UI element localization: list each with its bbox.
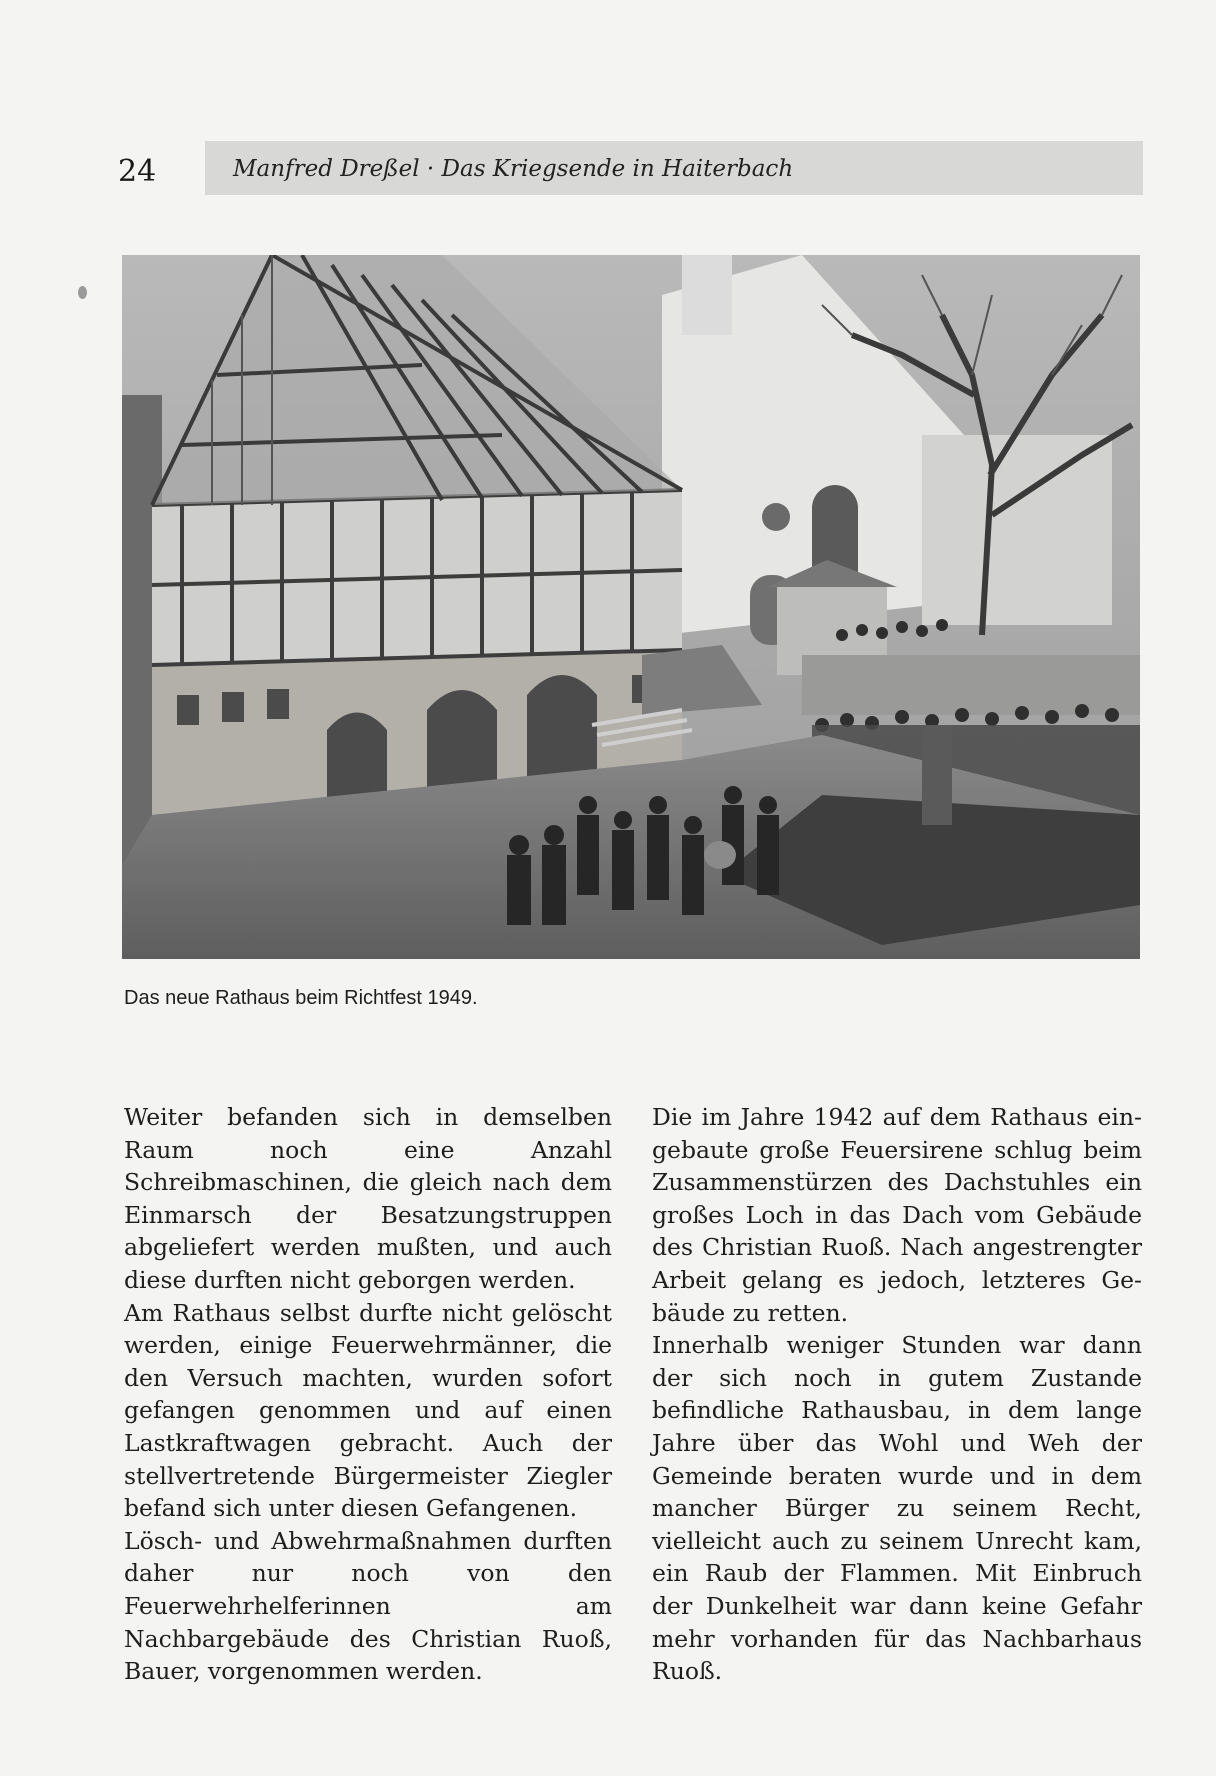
paragraph: Weiter befanden sich in demselben Raum noch eine Anzahl Schreibmaschinen, die gleich nach dem Einmarsch der Besatzungstruppen abgeliefert werden mußten, und auch diese durften nicht geborgen werden. bbox=[124, 1103, 612, 1294]
page-number: 24 bbox=[118, 154, 157, 189]
paragraph: Lösch- und Abwehrmaßnahmen durften daher nur noch von den Feuerwehrhelferinnen am Nachbargebäude des Christian Ruoß, Bauer, vorgenommen werden. bbox=[124, 1526, 612, 1686]
scan-speck bbox=[78, 286, 87, 299]
rathaus-photo-drawing bbox=[122, 255, 1140, 959]
figure-caption: Das neue Rathaus beim Richtfest 1949. bbox=[124, 987, 478, 1009]
running-header bbox=[205, 141, 1143, 195]
rathaus-photo bbox=[122, 255, 1140, 959]
text-column-right bbox=[652, 1101, 1142, 1688]
paragraph: Am Rathaus selbst durfte nicht gelöscht werden, einige Feuerwehrmänner, die den Versuch machten, wurden sofort gefangen genommen und auf einen Lastkraftwagen gebracht. Auch der stellvertretende Bürgermeister Ziegler befand sich unter diesen Gefangenen. bbox=[124, 1298, 612, 1523]
paragraph: Die im Jahre 1942 auf dem Rathaus eingebaute große Feuersirene schlug beim Zusammenstürzen des Dachstuhles ein großes Loch in das Dach vom Gebäude des Christian Ruoß. Nach angestrengter Arbeit gelang es jedoch, letzteres Gebäude zu retten. bbox=[652, 1103, 1142, 1327]
text-column-left bbox=[124, 1101, 612, 1688]
paragraph: Innerhalb weniger Stunden war dann der sich noch in gutem Zustande befindliche Rathausbau, in dem lange Jahre über das Wohl und Weh der Gemeinde beraten wurde und in dem mancher Bürger zu seinem Recht, vielleicht auch zu seinem Unrecht kam, ein Raub der Flammen. Mit Einbruch der Dunkelheit war dann keine Gefahr mehr vorhanden für das Nachbarhaus Ruoß. bbox=[652, 1331, 1142, 1686]
running-title: Manfred Dreßel · Das Kriegsende in Haiterbach bbox=[233, 156, 794, 182]
